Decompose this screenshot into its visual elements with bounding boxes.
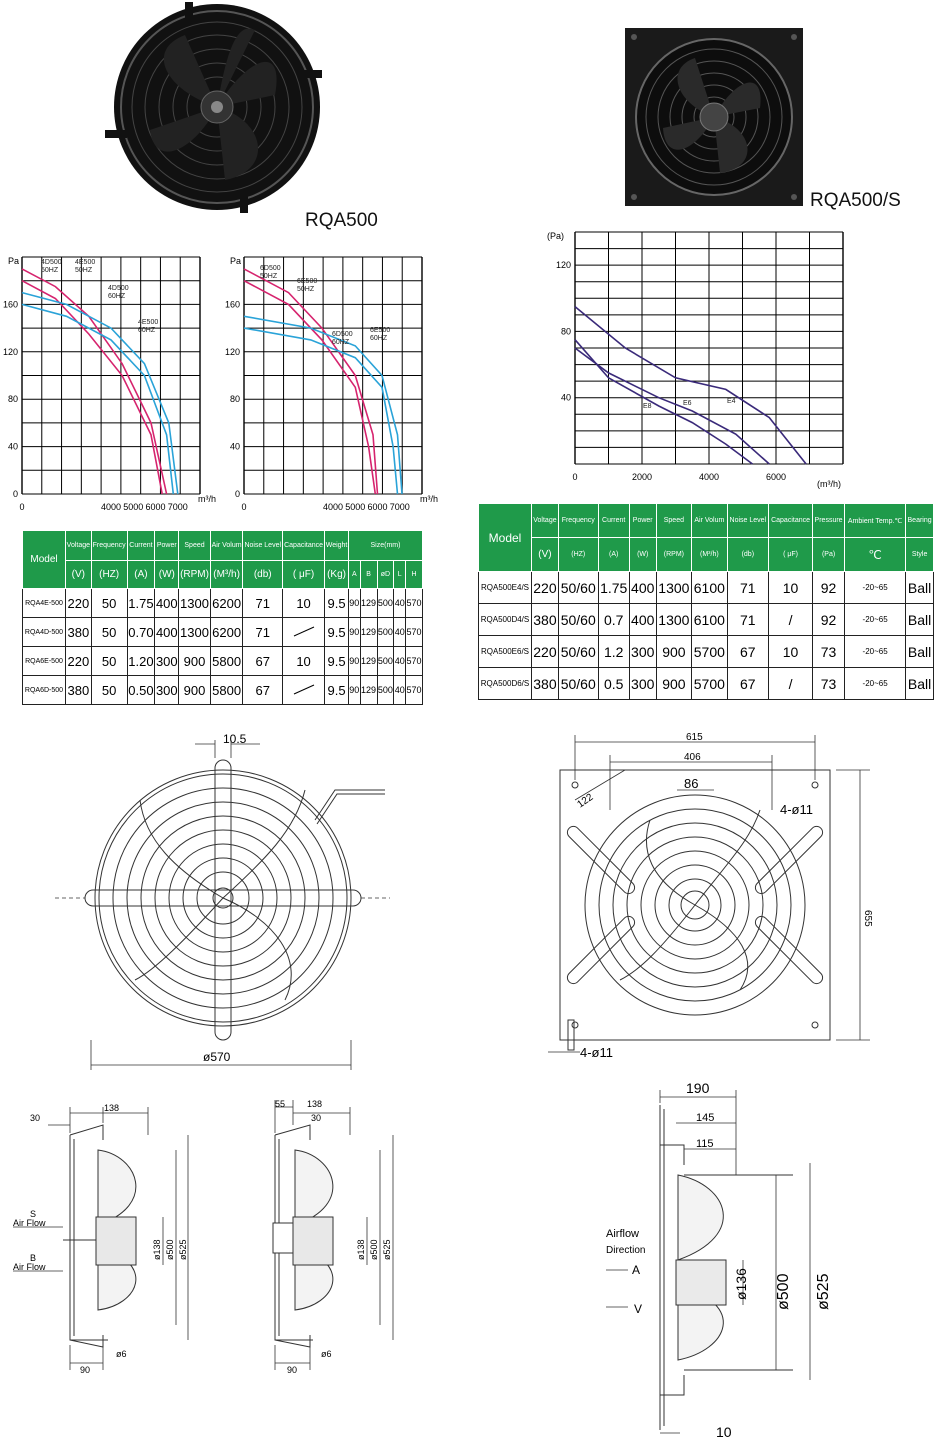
table-cell: RQA500E6/S	[479, 636, 532, 668]
table-cell: 6200	[210, 589, 243, 618]
table-cell: RQA500D6/S	[479, 668, 532, 700]
label-v: V	[634, 1302, 643, 1316]
label-b-airflow: Air Flow	[13, 1262, 46, 1272]
dim-phi500: ø500	[369, 1239, 379, 1260]
series-line	[22, 281, 162, 494]
dim-phi525: ø525	[815, 1273, 832, 1310]
table-cell: 380	[66, 676, 92, 705]
dim-10: 10	[716, 1424, 732, 1440]
table-cell: 900	[179, 647, 211, 676]
unit-cell: B	[360, 561, 377, 589]
table-cell: 129	[360, 676, 377, 705]
table-cell: 50	[91, 676, 127, 705]
table-cell: 1.20	[127, 647, 155, 676]
y-tick-label: 40	[560, 392, 571, 403]
table-cell: RQA500E4/S	[479, 572, 532, 604]
side-drawing-2	[235, 1095, 415, 1380]
dim-phi6: ø6	[321, 1349, 332, 1359]
table-cell: 6100	[692, 572, 727, 604]
dim-615: 615	[686, 732, 703, 743]
series-label: 6E500	[370, 327, 391, 334]
table-cell: 129	[360, 618, 377, 647]
table-cell: 900	[656, 636, 691, 668]
table-cell: 90	[349, 647, 361, 676]
col-capacitance: Capacitance	[283, 531, 325, 561]
unit-cell: (V)	[532, 538, 559, 572]
dim-phi525: ø525	[382, 1239, 392, 1260]
col-weight: Weight	[325, 531, 349, 561]
table-cell: 900	[179, 676, 211, 705]
unit-cell: (A)	[127, 561, 155, 589]
col-frequency: Frequency	[91, 531, 127, 561]
table-cell: 90	[349, 618, 361, 647]
table-cell: 570	[406, 647, 423, 676]
series-line	[244, 328, 398, 494]
series-label: E8	[643, 403, 652, 410]
x-tick-label: 4000	[100, 502, 122, 512]
fan-photo-rqa500	[105, 0, 335, 220]
dim-115: 115	[696, 1138, 714, 1150]
series-label: 50HZ	[260, 273, 278, 280]
product-name-right: RQA500/S	[810, 190, 901, 211]
series-label: 60HZ	[370, 335, 388, 342]
dash-slash-icon	[292, 624, 316, 638]
unit-cell: (HZ)	[558, 538, 598, 572]
table-cell	[283, 676, 325, 705]
table-row	[479, 668, 934, 700]
y-tick-label: 120	[224, 346, 240, 357]
table-cell: 500	[377, 618, 394, 647]
table-cell: 67	[243, 676, 283, 705]
unit-cell: ( μF)	[769, 538, 813, 572]
table-cell: 10	[769, 572, 813, 604]
product-name-left: RQA500	[305, 210, 378, 231]
unit-cell: ( μF)	[283, 561, 325, 589]
table-cell: 9.5	[325, 618, 349, 647]
table-cell: 73	[813, 668, 845, 700]
col-pressure: Pressure	[813, 504, 845, 538]
col-current: Current	[127, 531, 155, 561]
unit-cell: Style	[906, 538, 934, 572]
unit-cell: (V)	[66, 561, 92, 589]
table-cell: 67	[727, 636, 768, 668]
y-axis-label: Pa	[230, 256, 242, 266]
table-cell: 1300	[656, 604, 691, 636]
y-tick-label: 80	[229, 394, 240, 405]
table-cell: 0.50	[127, 676, 155, 705]
table-cell: Ball	[906, 668, 934, 700]
table-cell: 50/60	[558, 572, 598, 604]
series-label: 50HZ	[75, 267, 93, 274]
table-cell: 9.5	[325, 676, 349, 705]
col-model: Model	[479, 504, 532, 572]
dash-slash-icon	[292, 682, 316, 696]
col-noise: Noise Level	[727, 504, 768, 538]
dim-phi6: ø6	[116, 1349, 127, 1359]
series-line	[575, 340, 753, 464]
table-row	[23, 676, 423, 705]
table-cell: 9.5	[325, 589, 349, 618]
table-cell: RQA4E-500	[23, 589, 66, 618]
table-row	[23, 618, 423, 647]
table-cell: Ball	[906, 636, 934, 668]
series-label: 60HZ	[332, 339, 350, 346]
table-row	[23, 589, 423, 618]
dim-138: 138	[307, 1099, 323, 1109]
y-axis-label: (Pa)	[547, 231, 565, 241]
unit-cell: (db)	[727, 538, 768, 572]
table-cell: -20~65	[845, 572, 906, 604]
x-tick-label: 6000	[145, 502, 166, 512]
table-cell: 0.5	[598, 668, 629, 700]
table-cell: 10	[769, 636, 813, 668]
table-cell: 50/60	[558, 604, 598, 636]
table-cell: 129	[360, 647, 377, 676]
label-s: S	[30, 1209, 37, 1219]
table-cell: 92	[813, 572, 845, 604]
front-drawing-rqa500s	[540, 730, 873, 1065]
col-current: Current	[598, 504, 629, 538]
airflow-label: Airflow	[606, 1228, 640, 1240]
table-cell: 500	[377, 647, 394, 676]
series-label: 4E500	[75, 259, 96, 266]
dim-90: 90	[80, 1365, 91, 1375]
unit-cell: (W)	[629, 538, 656, 572]
table-row	[479, 572, 934, 604]
table-cell: 90	[349, 589, 361, 618]
table-cell: RQA6E-500	[23, 647, 66, 676]
x-axis-label: m³/h	[198, 494, 216, 504]
performance-chart-rqa500s	[535, 225, 855, 495]
table-cell: 67	[727, 668, 768, 700]
unit-cell: (RPM)	[656, 538, 691, 572]
table-cell: 300	[629, 668, 656, 700]
col-speed: Speed	[179, 531, 211, 561]
dim-phi138: ø138	[356, 1239, 366, 1260]
table-cell: 5800	[210, 647, 243, 676]
dim-655: 655	[862, 910, 873, 927]
dim-406: 406	[684, 752, 701, 763]
dim-190: 190	[686, 1080, 710, 1096]
col-voltage: Voltage	[66, 531, 92, 561]
table-cell: 1300	[179, 618, 211, 647]
unit-cell: A	[349, 561, 361, 589]
x-tick-label: 6000	[765, 472, 787, 482]
label-a: A	[632, 1263, 641, 1277]
table-cell: -20~65	[845, 636, 906, 668]
table-cell: 0.70	[127, 618, 155, 647]
y-tick-label: 80	[560, 326, 571, 337]
unit-cell: øD	[377, 561, 394, 589]
table-cell: 50	[91, 647, 127, 676]
table-cell: 380	[532, 604, 559, 636]
col-power: Power	[155, 531, 179, 561]
table-cell: 300	[155, 647, 179, 676]
table-cell: Ball	[906, 572, 934, 604]
spec-table-rqa500	[22, 530, 423, 705]
side-drawing-1	[8, 1095, 208, 1380]
table-cell: 40	[394, 647, 406, 676]
table-cell: 500	[377, 589, 394, 618]
holes-bottom: 4-ø11	[580, 1045, 613, 1060]
dim-30: 30	[311, 1113, 322, 1123]
table-cell: 67	[243, 647, 283, 676]
table-cell: 900	[656, 668, 691, 700]
table-cell: 50	[91, 589, 127, 618]
table-cell: 220	[532, 636, 559, 668]
table-cell: /	[769, 604, 813, 636]
y-tick-label: 80	[7, 394, 18, 405]
fan-photo-rqa500s	[625, 28, 803, 206]
x-tick-label: 5000	[123, 502, 144, 512]
table-cell: 220	[66, 589, 92, 618]
dim-122: 122	[575, 791, 596, 811]
table-cell	[283, 618, 325, 647]
x-tick-label: 5000	[345, 502, 366, 512]
table-cell: 71	[243, 589, 283, 618]
dim-phi500: ø500	[775, 1273, 792, 1310]
table-cell: 73	[813, 636, 845, 668]
table-cell: RQA4D-500	[23, 618, 66, 647]
series-label: 6D500	[332, 331, 353, 338]
col-frequency: Frequency	[558, 504, 598, 538]
col-model: Model	[23, 531, 66, 589]
table-cell: 71	[243, 618, 283, 647]
series-line	[575, 348, 769, 464]
table-cell: 5700	[692, 668, 727, 700]
dim-phi138: ø138	[152, 1239, 162, 1260]
dim-86: 86	[684, 776, 699, 791]
table-cell: 380	[532, 668, 559, 700]
table-cell: 1.75	[127, 589, 155, 618]
unit-cell: (A)	[598, 538, 629, 572]
table-cell: 71	[727, 604, 768, 636]
table-cell: 6100	[692, 604, 727, 636]
y-tick-label: 160	[2, 299, 18, 310]
series-label: 50HZ	[297, 286, 315, 293]
table-cell: 500	[377, 676, 394, 705]
unit-cell: (RPM)	[179, 561, 211, 589]
table-cell: 50/60	[558, 668, 598, 700]
y-tick-label: 40	[229, 441, 240, 452]
dim-phi500: ø500	[165, 1239, 175, 1260]
table-cell: -20~65	[845, 604, 906, 636]
table-cell: 5800	[210, 676, 243, 705]
y-tick-label: 120	[555, 260, 571, 271]
series-label: 4D500	[108, 285, 129, 292]
table-cell: 380	[66, 618, 92, 647]
table-cell: 400	[155, 589, 179, 618]
series-line	[575, 307, 806, 464]
x-tick-label: 0	[572, 472, 578, 482]
table-cell: 92	[813, 604, 845, 636]
performance-chart-4pole	[0, 250, 230, 510]
grid	[575, 232, 843, 464]
series-label: 4D500	[41, 259, 62, 266]
series-label: 4E500	[138, 319, 159, 326]
table-cell: 570	[406, 676, 423, 705]
x-tick-label: 7000	[167, 502, 188, 512]
table-cell: Ball	[906, 604, 934, 636]
x-tick-label: 6000	[367, 502, 388, 512]
series-label: 60HZ	[108, 293, 126, 300]
unit-cell: (Pa)	[813, 538, 845, 572]
x-tick-label: 7000	[389, 502, 410, 512]
table-cell: 10	[283, 589, 325, 618]
table-cell: /	[769, 668, 813, 700]
table-cell: 9.5	[325, 647, 349, 676]
table-cell: -20~65	[845, 668, 906, 700]
table-cell: 570	[406, 618, 423, 647]
col-noise: Noise Level	[243, 531, 283, 561]
table-cell: RQA500D4/S	[479, 604, 532, 636]
dim-145: 145	[696, 1112, 715, 1124]
y-tick-label: 0	[12, 489, 18, 499]
table-cell: 90	[349, 676, 361, 705]
dim-90: 90	[287, 1365, 298, 1375]
col-air-volume: Air Volum	[210, 531, 243, 561]
table-cell: 50	[91, 618, 127, 647]
dim-30: 30	[30, 1113, 41, 1123]
table-cell: 400	[155, 618, 179, 647]
table-row	[479, 636, 934, 668]
y-tick-label: 160	[224, 299, 240, 310]
table-cell: 5700	[692, 636, 727, 668]
x-tick-label: 4000	[322, 502, 344, 512]
col-speed: Speed	[656, 504, 691, 538]
holes-top: 4-ø11	[780, 802, 813, 817]
table-cell: 300	[629, 636, 656, 668]
table-cell: 570	[406, 589, 423, 618]
y-tick-label: 120	[2, 346, 18, 357]
table-cell: 1.75	[598, 572, 629, 604]
table-cell: 40	[394, 589, 406, 618]
side-drawing-3	[598, 1075, 858, 1440]
col-air-volume: Air Volum	[692, 504, 727, 538]
series-label: 60HZ	[138, 327, 156, 334]
series-label: E4	[727, 398, 736, 405]
table-row	[479, 604, 934, 636]
table-cell: 300	[155, 676, 179, 705]
col-size: Size(mm)	[349, 531, 423, 561]
unit-cell: ℃	[845, 538, 906, 572]
label-b: B	[30, 1253, 37, 1263]
series-line	[22, 269, 167, 494]
series-label: 6D500	[260, 265, 281, 272]
col-capacitance: Capacitance	[769, 504, 813, 538]
y-tick-label: 0	[234, 489, 240, 499]
label-s-airflow: Air Flow	[13, 1218, 46, 1228]
col-bearing: Bearing	[906, 504, 934, 538]
dim-10-5: 10.5	[223, 732, 247, 746]
col-ambient-temp: Ambient Temp.℃	[845, 504, 906, 538]
col-voltage: Voltage	[532, 504, 559, 538]
table-cell: 6200	[210, 618, 243, 647]
x-axis-label: (m³/h)	[817, 479, 841, 489]
unit-cell: (M³/h)	[692, 538, 727, 572]
table-cell: 40	[394, 618, 406, 647]
performance-chart-6pole	[222, 250, 452, 510]
grid	[244, 257, 422, 494]
unit-cell: (W)	[155, 561, 179, 589]
x-tick-label: 0	[241, 502, 247, 512]
unit-cell: (M³/h)	[210, 561, 243, 589]
series-label: E6	[683, 400, 692, 407]
dim-phi136: ø136	[733, 1268, 749, 1300]
table-cell: 1300	[656, 572, 691, 604]
table-cell: 400	[629, 572, 656, 604]
x-tick-label: 2000	[631, 472, 653, 482]
x-tick-label: 0	[19, 502, 25, 512]
table-cell: 1300	[179, 589, 211, 618]
x-tick-label: 4000	[698, 472, 720, 482]
unit-cell: L	[394, 561, 406, 589]
table-cell: 50/60	[558, 636, 598, 668]
table-cell: RQA6D-500	[23, 676, 66, 705]
front-drawing-rqa500	[55, 730, 425, 1080]
table-cell: 1.2	[598, 636, 629, 668]
direction-label: Direction	[606, 1245, 646, 1256]
y-tick-label: 40	[7, 441, 18, 452]
table-cell: 220	[66, 647, 92, 676]
spec-table-rqa500s	[478, 503, 934, 700]
table-cell: 0.7	[598, 604, 629, 636]
table-row	[23, 647, 423, 676]
table-cell: 220	[532, 572, 559, 604]
x-axis-label: m³/h	[420, 494, 438, 504]
series-label: 6E500	[297, 278, 318, 285]
unit-cell: (Kg)	[325, 561, 349, 589]
dim-570: ø570	[203, 1050, 231, 1064]
dim-138: 138	[104, 1103, 120, 1113]
dim-phi525: ø525	[178, 1239, 188, 1260]
table-cell: 40	[394, 676, 406, 705]
table-cell: 400	[629, 604, 656, 636]
y-axis-label: Pa	[8, 256, 20, 266]
dim-55: 55	[275, 1099, 286, 1109]
table-cell: 71	[727, 572, 768, 604]
unit-cell: (db)	[243, 561, 283, 589]
col-power: Power	[629, 504, 656, 538]
series-label: 50HZ	[41, 267, 59, 274]
table-cell: 129	[360, 589, 377, 618]
unit-cell: H	[406, 561, 423, 589]
table-cell: 10	[283, 647, 325, 676]
unit-cell: (HZ)	[91, 561, 127, 589]
